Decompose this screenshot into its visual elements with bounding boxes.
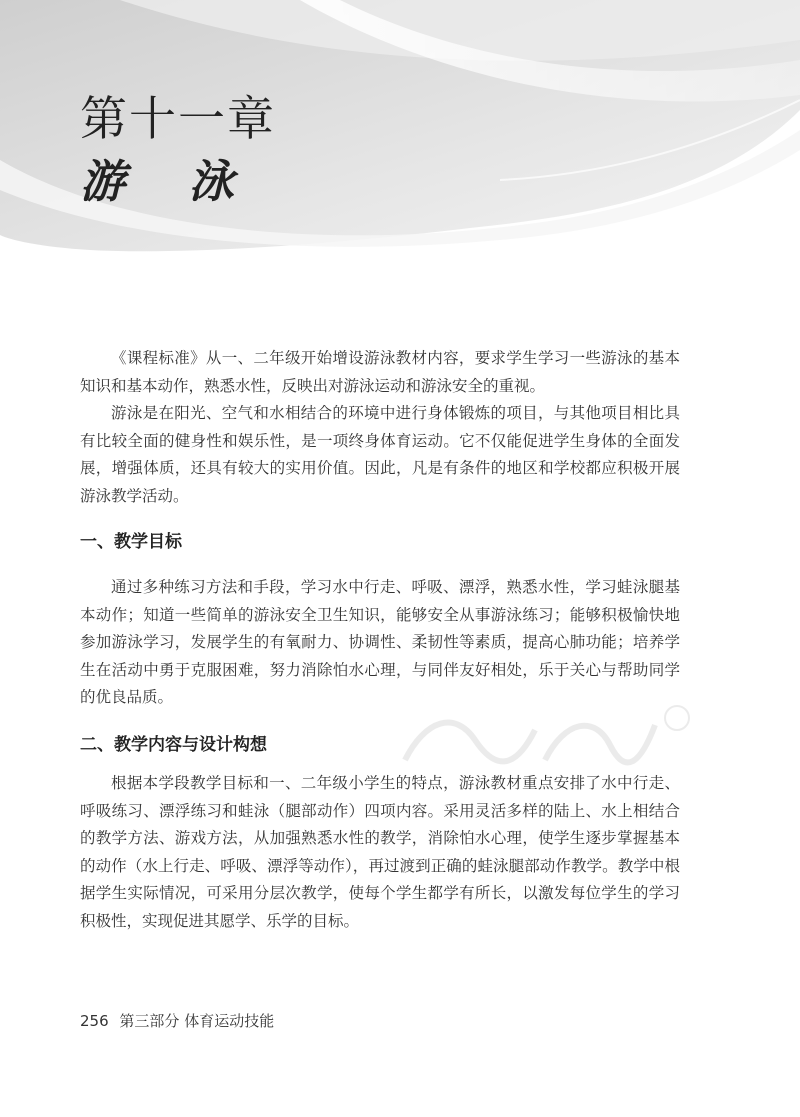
- chapter-title: 游 泳: [80, 155, 258, 208]
- page-footer: [80, 1010, 274, 1031]
- page-number: 256: [80, 1012, 109, 1030]
- section-heading-content: 二、教学内容与设计构想: [80, 735, 267, 755]
- objectives-paragraph: 通过多种练习方法和手段，学习水中行走、呼吸、漂浮，熟悉水性，学习蛙泳腿基本动作；知道一些简单的游泳安全卫生知识，能够安全从事游泳练习；能够积极愉快地参加游泳学习，发展学生的有氧耐力、协调性、柔韧性等素质，提高心肺功能；培养学生在活动中勇于克服困难，努力消除怕水心理，与同伴友好相处，乐于关心与帮助同学的优良品质。: [80, 578, 680, 706]
- content-paragraph: 根据本学段教学目标和一、二年级小学生的特点，游泳教材重点安排了水中行走、呼吸练习、漂浮练习和蛙泳（腿部动作）四项内容。采用灵活多样的陆上、水上相结合的教学方法、游戏方法，从加强熟悉水性的教学，消除怕水心理，使学生逐步掌握基本的动作（水上行走、呼吸、漂浮等动作），再过渡到正确的蛙泳腿部动作教学。教学中根据学生实际情况，可采用分层次教学，使每个学生都学有所长，以激发每位学生的学习积极性，实现促进其愿学、乐学的目标。: [80, 774, 680, 930]
- intro-paragraph-1: 《课程标准》从一、二年级开始增设游泳教材内容，要求学生学习一些游泳的基本知识和基本动作，熟悉水性，反映出对游泳运动和游泳安全的重视。: [80, 349, 680, 395]
- section-heading-objectives: 一、教学目标: [80, 532, 182, 552]
- footer-section-label: 第三部分 体育运动技能: [119, 1012, 275, 1030]
- header-wave-decoration: [0, 0, 800, 300]
- watermark-logo: [395, 700, 695, 780]
- chapter-number: 第十一章: [80, 92, 276, 147]
- intro-paragraph-2: 游泳是在阳光、空气和水相结合的环境中进行身体锻炼的项目，与其他项目相比具有比较全面的健身性和娱乐性，是一项终身体育运动。它不仅能促进学生身体的全面发展，增强体质，还具有较大的实用价值。因此，凡是有条件的地区和学校都应积极开展游泳教学活动。: [80, 404, 680, 505]
